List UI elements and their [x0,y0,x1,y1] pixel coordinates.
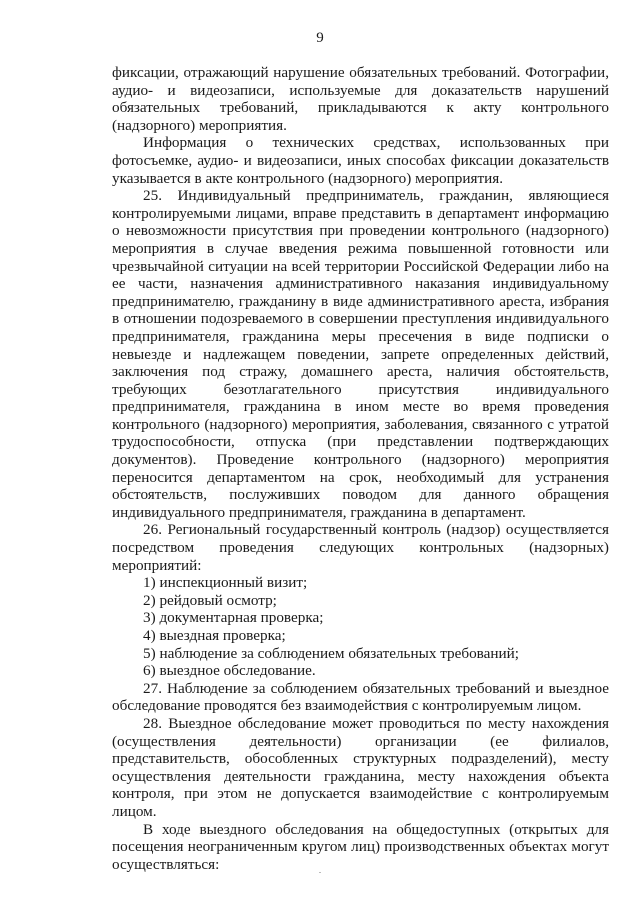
paragraph-27: 27. Наблюдение за соблюдением обязательных требований и выездное обследование проводятся без взаимодействия с контролируемым лицом. [112,679,609,715]
list-item: 3) документарная проверка; [143,609,324,627]
measures-list [112,574,609,680]
paragraph-continuation: фиксации, отражающий нарушение обязательных требований. Фотографии, аудио- и видеозаписи, используемые для доказательств нарушений обязательных требований, прикладываются к акту контрольного (надзорного) мероприятия. [112,64,609,134]
paragraph-25: 25. Индивидуальный предприниматель, гражданин, являющиеся контролируемыми лицами, вправе представить в департамент информацию о невозможности присутствия при проведении контрольного (надзорного) мероприятия в случае введения режима повышенной готовности или чрезвычайной ситуации на всей территории Российской Федерации либо на ее части, назначения административного наказания индивидуальному предпринимателю, гражданину в виде административного ареста, избрания в отношении подозреваемого в совершении преступления индивидуального предпринимателя, гражданина меры пресечения в виде подписки о невыезде и надлежащем поведении, запрете определенных действий, заключения под стражу, домашнего ареста, наличия обстоятельств, требующих безотлагательного присутствия индивидуального предпринимателя, гражданина в ином месте во время проведения контрольного (надзорного) мероприятия, заболевания, связанного с утратой трудоспособности, отпуска (при представлении подтверждающих документов). Проведение контрольного (надзорного) мероприятия переносится департаментом на срок, необходимый для устранения обстоятельств, послуживших поводом для данного обращения индивидуального предпринимателя, гражданина в департамент. [112,187,609,521]
page-number: 9 [316,30,324,46]
list-item: 6) выездное обследование. [143,662,316,680]
paragraph-28: 28. Выездное обследование может проводиться по месту нахождения (осуществления деятельности) организации (ее филиалов, представительств, обособленных структурных подразделений), месту осуществления деятельности гражданина, месту нахождения объекта контроля, при этом не допускается взаимодействие с контролируемым лицом. [112,714,609,820]
list-item: 5) наблюдение за соблюдением обязательных требований; [143,644,519,662]
scan-speck [319,872,321,873]
paragraph-technical-means: Информация о технических средствах, использованных при фотосъемке, аудио- и видеозаписи, иных способах фиксации доказательств указывается в акте контрольного (надзорного) мероприятия. [112,134,609,187]
paragraph-field-inspection: В ходе выездного обследования на общедоступных (открытых для посещения неограниченным кругом лиц) производственных объектах могут осуществляться: [112,820,609,873]
document-body [112,64,609,873]
list-item: 4) выездная проверка; [143,627,286,644]
list-item: 2) рейдовый осмотр; [143,591,277,609]
paragraph-26: 26. Региональный государственный контроль (надзор) осуществляется посредством проведения следующих контрольных (надзорных) мероприятий: [112,521,609,574]
list-item: 1) инспекционный визит; [143,574,308,592]
